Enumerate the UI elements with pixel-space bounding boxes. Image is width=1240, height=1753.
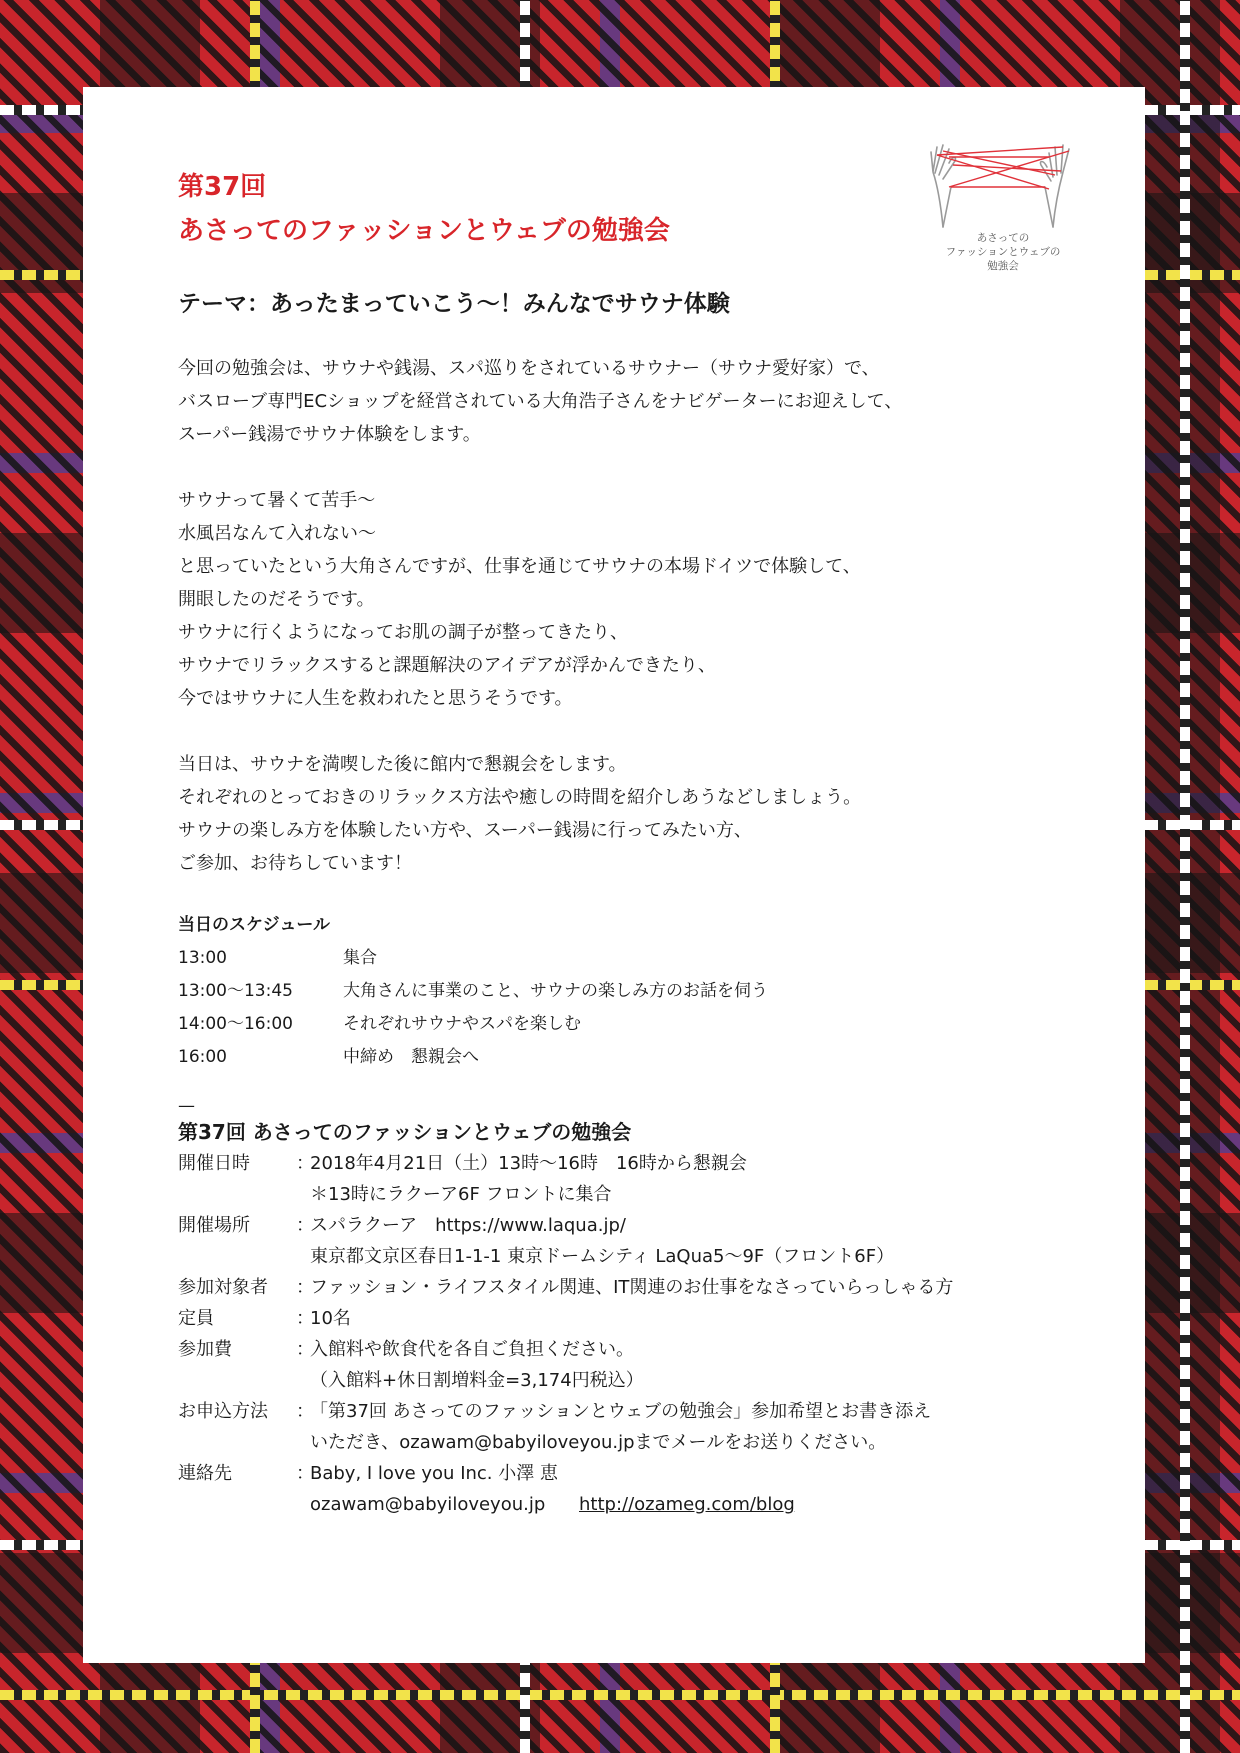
logo-line: あさっての <box>976 232 1030 244</box>
schedule-row <box>178 975 1078 1008</box>
info-colon: ： <box>296 1277 314 1298</box>
flyer-sheet <box>83 87 1145 1663</box>
text-line: 水風呂なんて入れない〜 <box>178 523 376 544</box>
info-row-contact-links <box>178 1489 1078 1520</box>
info-row-apply <box>178 1396 1078 1427</box>
flyer-content <box>178 165 1078 1520</box>
text-line: サウナの楽しみ方を体験したい方や、スーパー銭湯に行ってみたい方、 <box>178 820 752 841</box>
text-line: 当日は、サウナを満喫した後に館内で懇親会をします。 <box>178 754 627 775</box>
schedule-row <box>178 942 1078 975</box>
info-row-contact <box>178 1458 1078 1489</box>
schedule-time: 14:00〜16:00 <box>178 1014 293 1034</box>
text-line: サウナって暑くて苦手〜 <box>178 490 376 511</box>
text-line: 今回の勉強会は、サウナや銭湯、スパ巡りをされているサウナー（サウナ愛好家）で、 <box>178 358 880 379</box>
intro-paragraph <box>178 352 1078 451</box>
info-colon: ： <box>296 1215 314 1236</box>
info-value: いただき、ozawam@babyiloveyou.jpまでメールをお送りください。 <box>310 1432 887 1453</box>
info-row-address <box>178 1241 1078 1272</box>
schedule-title: 当日のスケジュール <box>178 915 330 935</box>
schedule-desc: 大角さんに事業のこと、サウナの楽しみ方のお話を伺う <box>343 981 768 1001</box>
event-title: あさってのファッションとウェブの勉強会 <box>178 216 670 246</box>
info-title: 第37回 あさってのファッションとウェブの勉強会 <box>178 1120 632 1144</box>
info-colon: ： <box>296 1463 314 1484</box>
info-label: 参加費 <box>178 1339 232 1360</box>
logo-line: ファッションとウェブの <box>945 246 1061 258</box>
info-colon: ： <box>296 1401 314 1422</box>
text-line: 今ではサウナに人生を救われたと思うそうです。 <box>178 688 573 709</box>
schedule-section <box>178 909 1078 1074</box>
info-row-date <box>178 1148 1078 1179</box>
invite-paragraph <box>178 748 1078 880</box>
border-stripe <box>0 1690 1240 1700</box>
text-line: サウナでリラックスすると課題解決のアイデアが浮かんできたり、 <box>178 655 716 676</box>
blog-link[interactable]: http://ozameg.com/blog <box>579 1494 795 1515</box>
story-paragraph <box>178 484 1078 715</box>
schedule-desc: 集合 <box>343 948 377 968</box>
info-value: ファッション・ライフスタイル関連、IT関連のお仕事をなさっていらっしゃる方 <box>310 1277 954 1298</box>
info-value: Baby, I love you Inc. 小澤 恵 <box>310 1463 558 1484</box>
info-label: お申込方法 <box>178 1401 268 1422</box>
info-value: （入館料+休日割増料金=3,174円税込） <box>310 1370 644 1391</box>
event-info <box>178 1116 1078 1520</box>
info-value: 2018年4月21日（土）13時〜16時 16時から懇親会 <box>310 1153 747 1174</box>
info-label: 定員 <box>178 1308 214 1329</box>
info-label: 参加対象者 <box>178 1277 268 1298</box>
schedule-time: 13:00 <box>178 948 227 968</box>
info-label: 連絡先 <box>178 1463 232 1484</box>
info-colon: ： <box>296 1153 314 1174</box>
info-row-fee-note <box>178 1365 1078 1396</box>
info-value: 「第37回 あさってのファッションとウェブの勉強会」参加希望とお書き添え <box>310 1401 932 1422</box>
info-label: 開催場所 <box>178 1215 250 1236</box>
schedule-time: 13:00〜13:45 <box>178 981 293 1001</box>
info-row-apply-cont <box>178 1427 1078 1458</box>
schedule-desc: それぞれサウナやスパを楽しむ <box>343 1014 581 1034</box>
schedule-row <box>178 1041 1078 1074</box>
schedule-row <box>178 1008 1078 1041</box>
theme-heading: テーマ：あったまっていこう〜！みんなでサウナ体験 <box>178 291 730 317</box>
edition-number: 第37回 <box>178 172 267 202</box>
info-row-place <box>178 1210 1078 1241</box>
info-value: 10名 <box>310 1308 351 1329</box>
contact-email[interactable]: ozawam@babyiloveyou.jp <box>310 1494 546 1515</box>
text-line: ご参加、お待ちしています！ <box>178 853 412 874</box>
info-row-capacity <box>178 1303 1078 1334</box>
info-value: 入館料や飲食代を各自ご負担ください。 <box>310 1339 634 1360</box>
text-line: サウナに行くようになってお肌の調子が整ってきたり、 <box>178 622 628 643</box>
info-row-date-note <box>178 1179 1078 1210</box>
info-row-target <box>178 1272 1078 1303</box>
logo-line: 勉強会 <box>987 260 1019 272</box>
info-colon: ： <box>296 1308 314 1329</box>
text-line: スーパー銭湯でサウナ体験をします。 <box>178 424 481 445</box>
text-line: と思っていたという大角さんですが、仕事を通じてサウナの本場ドイツで体験して、 <box>178 556 861 577</box>
text-line: それぞれのとっておきのリラックス方法や癒しの時間を紹介しあうなどしましょう。 <box>178 787 862 808</box>
info-row-fee <box>178 1334 1078 1365</box>
schedule-desc: 中締め 懇親会へ <box>343 1047 479 1067</box>
info-value: 東京都文京区春日1-1-1 東京ドームシティ LaQua5〜9F（フロント6F） <box>310 1246 895 1267</box>
info-value: ＊13時にラクーア6F フロントに集合 <box>310 1184 612 1205</box>
border-stripe <box>1180 0 1190 1753</box>
section-divider: — <box>178 1096 195 1116</box>
info-value: スパラクーア https://www.laqua.jp/ <box>310 1215 626 1236</box>
text-line: バスローブ専門ECショップを経営されている大角浩子さんをナビゲーターにお迎えして、 <box>178 391 903 412</box>
info-label: 開催日時 <box>178 1153 250 1174</box>
info-colon: ： <box>296 1339 314 1360</box>
text-line: 開眼したのだそうです。 <box>178 589 375 610</box>
schedule-time: 16:00 <box>178 1047 227 1067</box>
